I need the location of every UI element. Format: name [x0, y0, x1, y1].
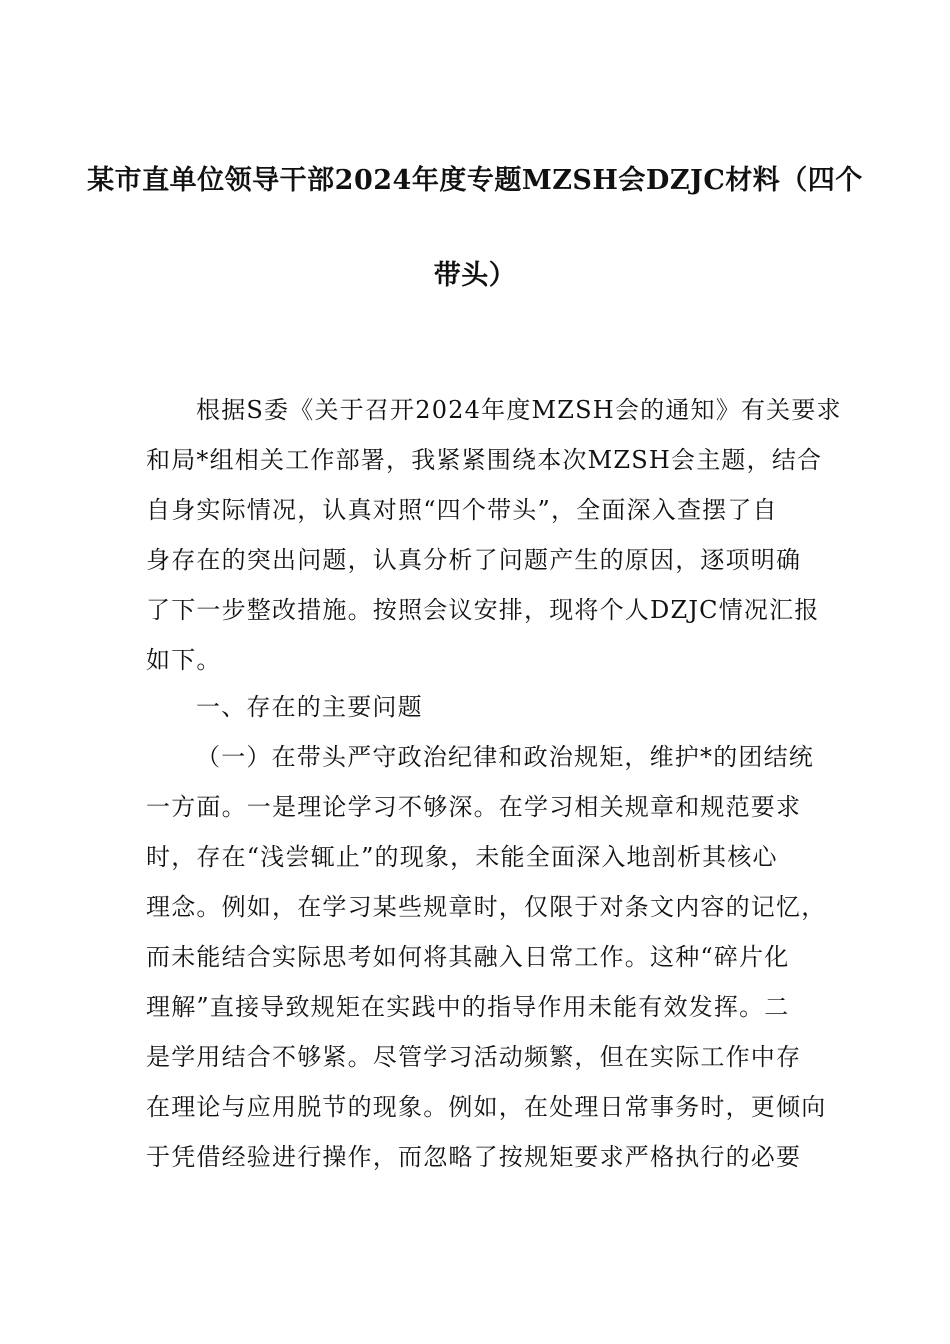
section-heading-text: 一、存在的主要问题 — [196, 693, 423, 721]
text-line: 理念。例如，在学习某些规章时，仅限于对条文内容的记忆， — [146, 893, 827, 921]
text-line: 时，存在“浅尝辄止”的现象，未能全面深入地剖析其核心 — [146, 843, 778, 871]
text-line: 而未能结合实际思考如何将其融入日常工作。这种“碎片化 — [146, 943, 790, 971]
text-line: 和局*组相关工作部署，我紧紧围绕本次MZSH会主题，结合 — [146, 446, 823, 474]
text-line: 身存在的突出问题，认真分析了问题产生的原因，逐项明确 — [146, 546, 802, 574]
section-heading — [146, 682, 808, 732]
text-line: 在理论与应用脱节的现象。例如，在处理日常事务时，更倾向 — [146, 1093, 827, 1121]
document-title-line-1: 某市直单位领导干部2024年度专题MZSH会DZJC材料（四个 — [87, 165, 863, 196]
text-line: 理解”直接导致规矩在实践中的指导作用未能有效发挥。二 — [146, 993, 790, 1021]
text-line: 于凭借经验进行操作，而忽略了按规矩要求严格执行的必要 — [146, 1143, 802, 1171]
section-paragraph — [146, 732, 827, 1182]
text-line: 一方面。一是理论学习不够深。在学习相关规章和规范要求 — [146, 793, 802, 821]
text-line: 如下。 — [146, 646, 222, 674]
document-title-line-2: 带头） — [433, 260, 517, 291]
text-line: 了下一步整改措施。按照会议安排，现将个人DZJC情况汇报 — [146, 596, 820, 624]
intro-paragraph — [146, 385, 842, 685]
text-line: （一）在带头严守政治纪律和政治规矩，维护*的团结统 — [196, 743, 814, 771]
text-line: 根据S委《关于召开2024年度MZSH会的通知》有关要求 — [196, 396, 842, 424]
text-line: 是学用结合不够紧。尽管学习活动频繁，但在实际工作中存 — [146, 1043, 802, 1071]
text-line: 自身实际情况，认真对照“四个带头”，全面深入查摆了自 — [146, 496, 778, 524]
